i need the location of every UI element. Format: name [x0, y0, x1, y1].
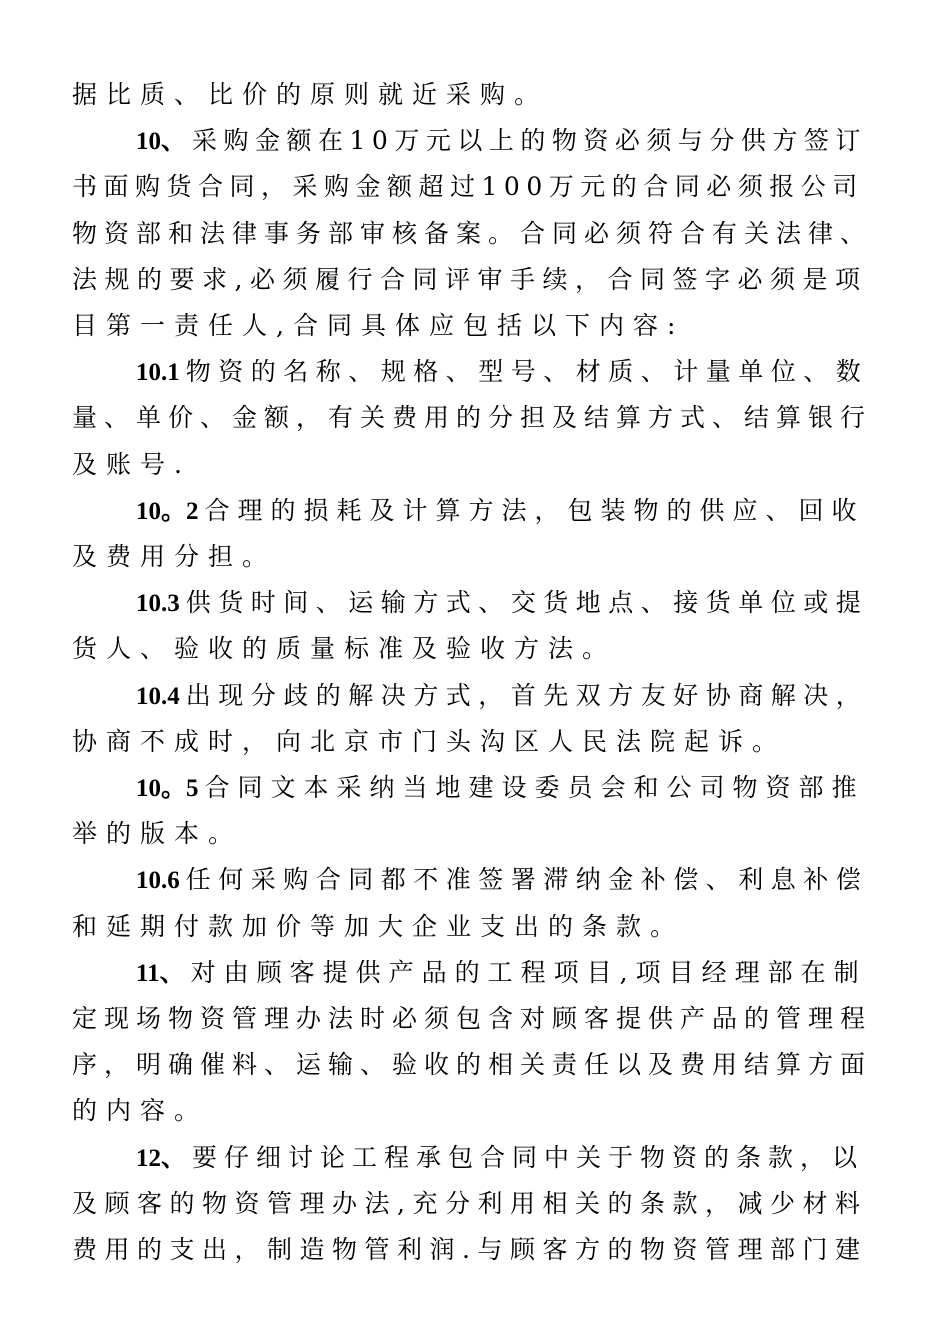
- line-text: 要仔细讨论工程承包合同中关于物资的条款，以: [192, 1142, 865, 1172]
- line-text: 供货时间、运输方式、交货地点、接货单位或提: [185, 588, 869, 618]
- line-text: 合同文本采纳当地建设委员会和公司物资部推: [204, 773, 865, 802]
- text-line: [72, 72, 872, 118]
- clause-number: 10.1: [136, 359, 180, 387]
- line-text: 出现分歧的解决方式，首先双方友好协商解决，: [185, 680, 869, 710]
- text-line: [72, 442, 872, 488]
- line-text: 及账号.: [72, 449, 191, 479]
- text-line: [72, 996, 872, 1042]
- line-text: 定现场物资管理办法时必须包含对顾客提供产品的管理程: [72, 1004, 873, 1033]
- line-text: 的内容。: [72, 1096, 209, 1126]
- text-line: [72, 164, 872, 210]
- line-text: 及费用分担。: [72, 542, 277, 571]
- text-line: [136, 765, 872, 811]
- text-line: [72, 534, 872, 580]
- line-text: 量、单价、金额，有关费用的分担及结算方式、结算银行: [72, 403, 873, 433]
- line-text: 和延期付款加价等加大企业支出的条款。: [72, 911, 685, 941]
- text-line: [136, 673, 872, 719]
- clause-number: 10.3: [136, 590, 180, 618]
- line-text: 序，明确催料、运输、验收的相关责任以及费用结算方面: [72, 1050, 873, 1080]
- line-text: 协商不成时，向北京市门头沟区人民法院起诉。: [72, 726, 787, 756]
- line-text: 据比质、比价的原则就近采购。: [72, 80, 549, 109]
- line-text: 及顾客的物资管理办法,充分利用相关的条款，减少材料: [72, 1188, 868, 1218]
- line-text: 货人、验收的质量标准及验收方法。: [72, 634, 617, 664]
- line-text: 采购金额在10万元以上的物资必须与分供方签订: [192, 126, 867, 156]
- text-line: [72, 1088, 872, 1134]
- text-line: [72, 1181, 872, 1227]
- clause-number: 11、: [136, 959, 185, 987]
- text-line: [136, 580, 872, 626]
- text-line: [72, 1227, 872, 1273]
- text-line: [136, 488, 872, 534]
- text-line: [72, 211, 872, 257]
- line-text: 目第一责任人,合同具体应包括以下内容:: [72, 311, 685, 340]
- line-text: 举的版本。: [72, 819, 243, 849]
- clause-number: 12、: [136, 1144, 187, 1172]
- text-line: [72, 303, 872, 349]
- text-line: [72, 626, 872, 672]
- text-line: [136, 349, 872, 395]
- clause-number: 10。5: [136, 775, 199, 802]
- text-line: [72, 904, 872, 950]
- text-line: [72, 719, 872, 765]
- text-line: [136, 118, 872, 164]
- text-line: [136, 1135, 872, 1181]
- text-line: [136, 950, 872, 996]
- line-text: 物资的名称、规格、型号、材质、计量单位、数: [185, 357, 869, 387]
- line-text: 书面购货合同，采购金额超过100万元的合同必须报公司: [72, 172, 864, 202]
- clause-number: 10、: [136, 128, 187, 156]
- line-text: 合理的损耗及计算方法，包装物的供应、回收: [204, 495, 865, 525]
- text-line: [72, 1042, 872, 1088]
- clause-number: 10.6: [136, 867, 180, 895]
- line-text: 对由顾客提供产品的工程项目,项目经理部在制: [190, 957, 867, 987]
- line-text: 物资部和法律事务部审核备案。合同必须符合有关法律、: [72, 218, 873, 248]
- clause-number: 10.4: [136, 682, 180, 710]
- clause-number: 10。2: [136, 497, 199, 525]
- text-line: [72, 395, 872, 441]
- text-line: [136, 857, 872, 903]
- line-text: 法规的要求,必须履行合同评审手续，合同签字必须是项: [72, 264, 868, 294]
- text-line: [72, 257, 872, 303]
- line-text: 任何采购合同都不准签署滞纳金补偿、利息补偿: [185, 865, 869, 895]
- line-text: 费用的支出，制造物管利润.与顾客方的物资管理部门建: [72, 1235, 868, 1264]
- text-line: [72, 811, 872, 857]
